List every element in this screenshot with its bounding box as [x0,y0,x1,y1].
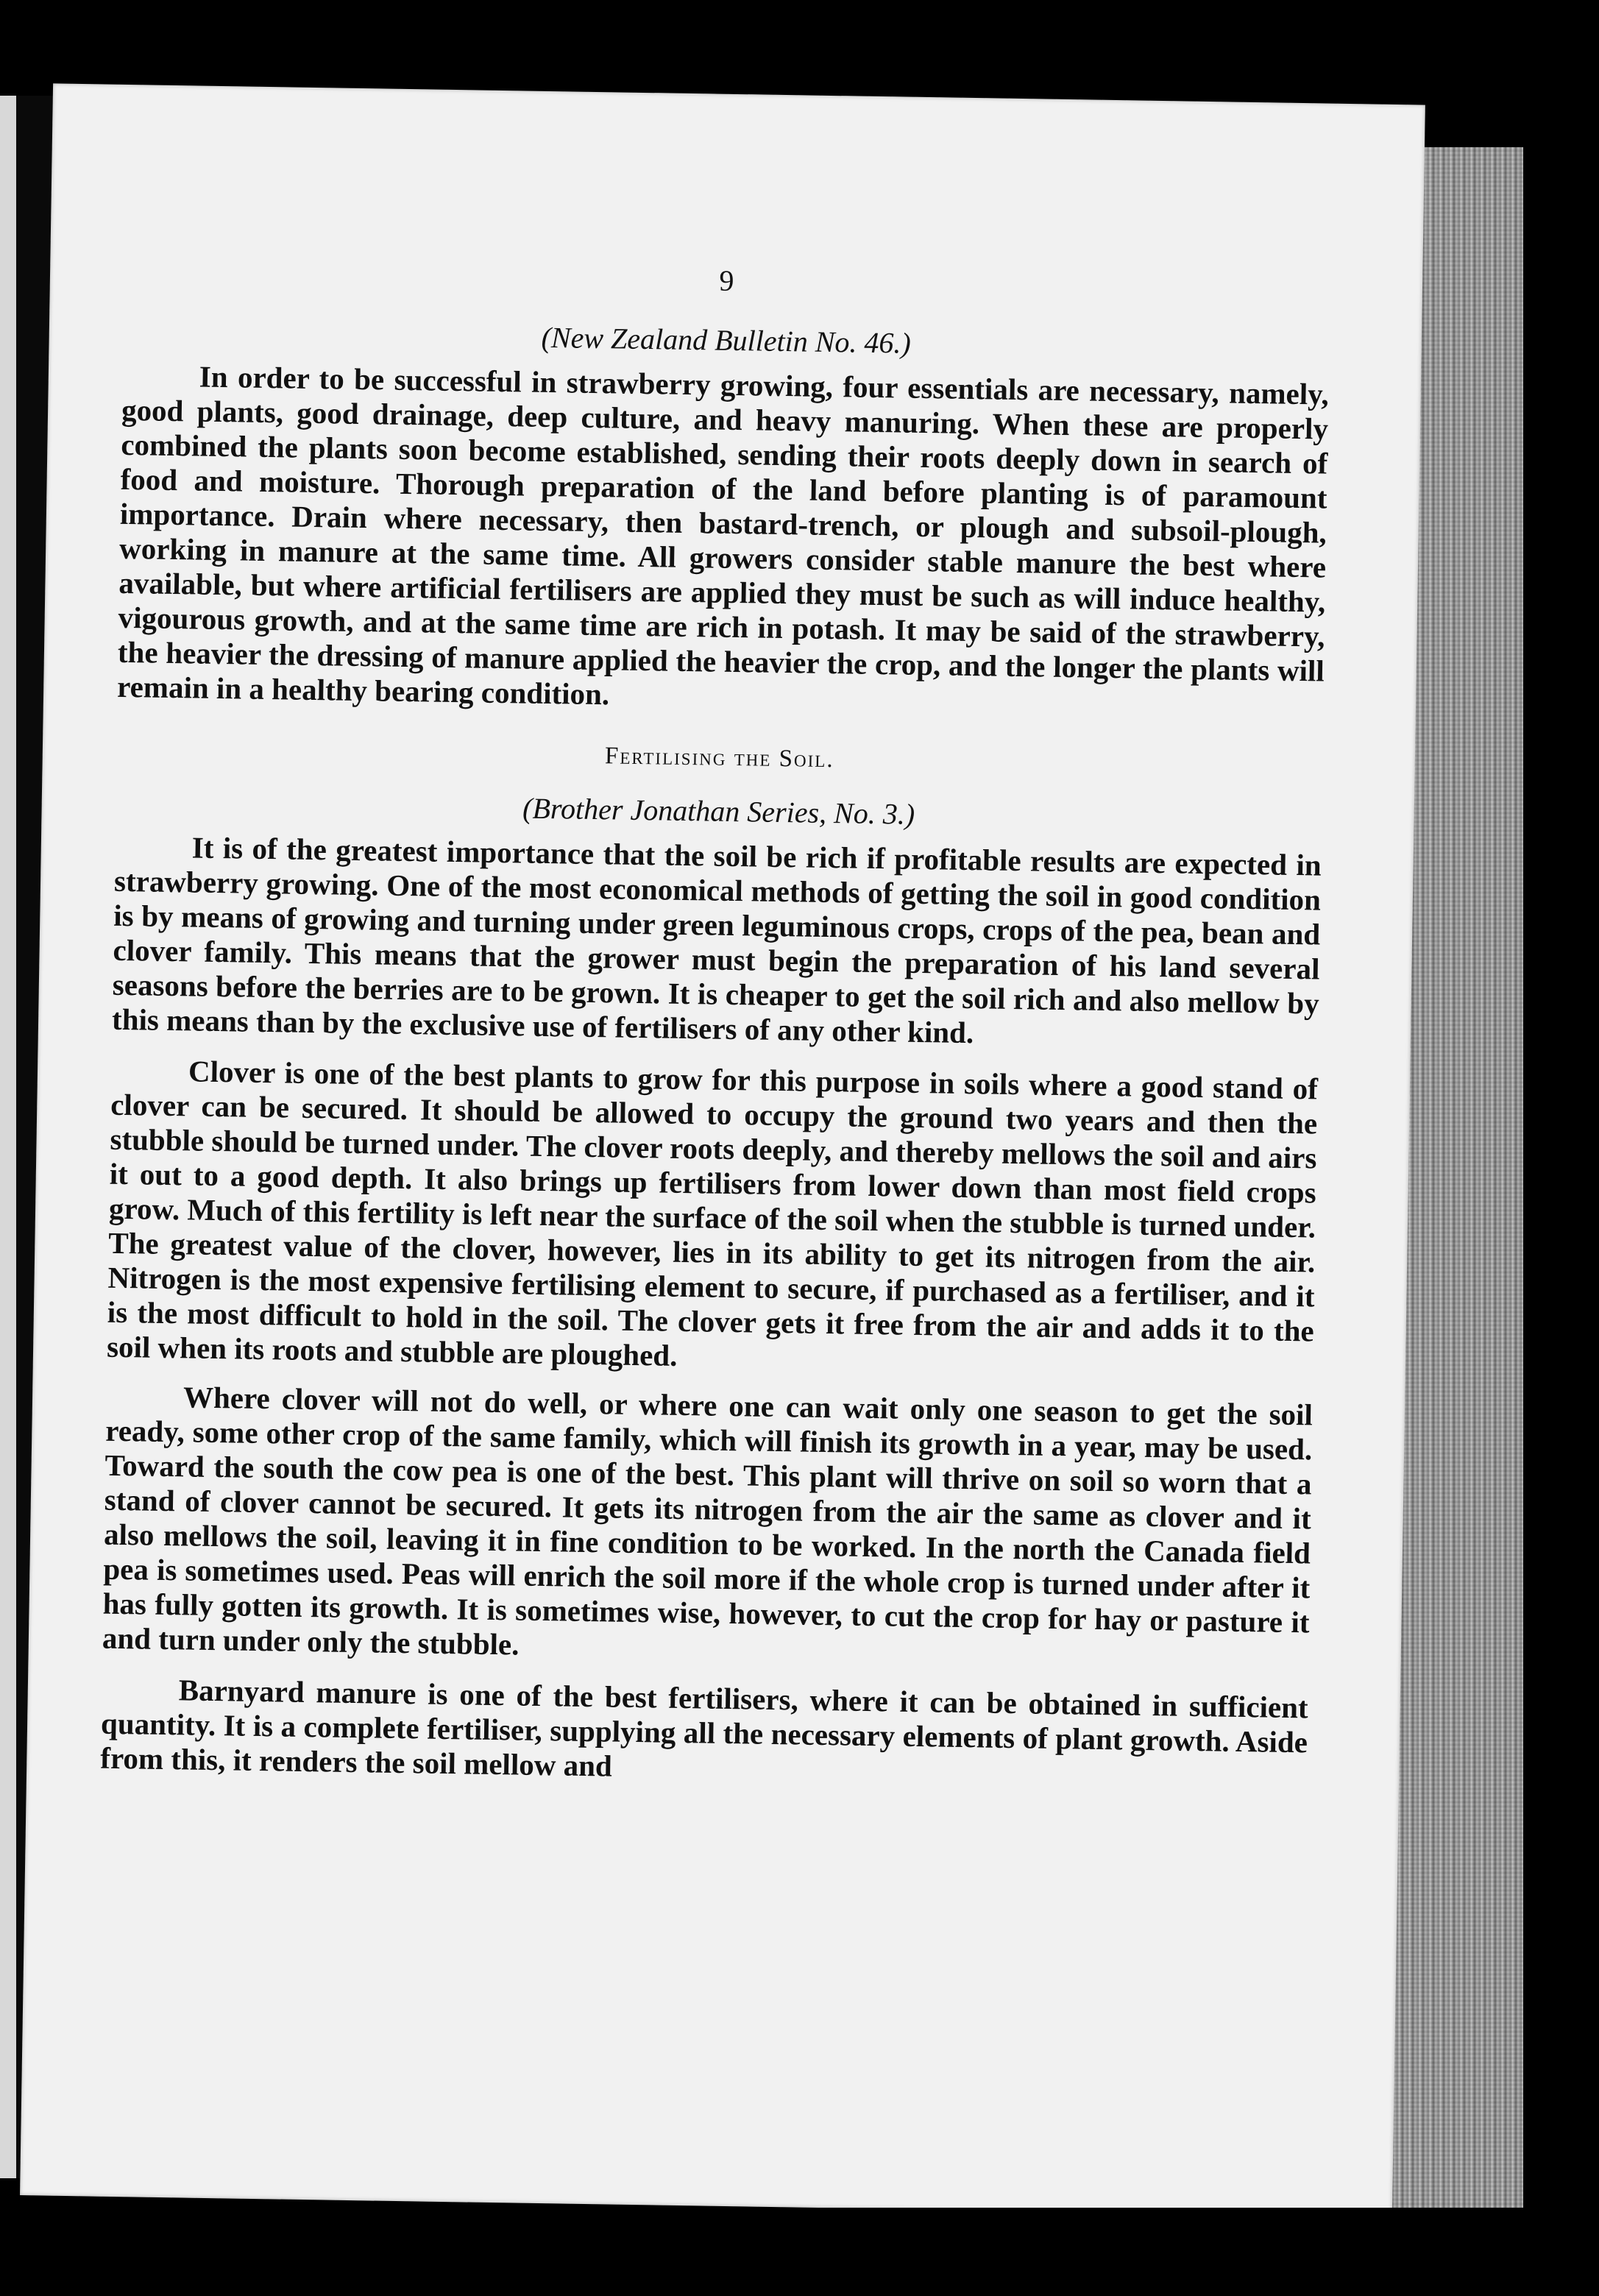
left-page-edge [0,96,16,2178]
section-heading: Fertilising the Soil. [604,743,834,773]
paragraph-2: It is of the greatest importance that the soil be rich if profitable results are expected in strawberry growing. One of the most economical methods of getting the soil in good condition is by means of growing and turning under green leguminous crops, crops of the pea, bean and clover family. This means that the grower must begin the preparation of his land several seasons before the berries are to be grown. It is cheaper to get the soil rich and also mellow by this means than by the exclusive use of fertilisers of any other kind. [111,830,1322,1050]
source-citation-1: (New Zealand Bulletin No. 46.) [541,320,912,360]
page-number: 9 [719,263,735,297]
paragraph-3: Clover is one of the best plants to grow for this purpose in soils where a good stand of clover can be secured. It should be allowed to occupy the ground two years and then the stubble should be turned under. The clover roots deeply, and thereby mellows the soil and airs it out to a good depth. It also brings up fertilisers from lower down than most field crops grow. Much of this fertility is left near the surface of the soil when the stubble is turned under. The greatest value of the clover, however, lies in its ability to get its nitrogen from the air. Nitrogen is the most expensive fertilising element to secure, if purchased as a fertiliser, and it is the most difficult to hold in the soil. The clover gets it free from the air and adds it to the soil when its roots and stubble are ploughed. [106,1054,1319,1372]
source-citation-2: (Brother Jonathan Series, No. 3.) [522,791,915,831]
book-page [20,83,1425,2217]
paragraph-1: In order to be successful in strawberry growing, four essentials are necessary, namely, good plants, good drainage, deep culture, and heavy manuring. When these are properly combined the plants soon become established, sending their roots deeply down in search of food and moisture. Thorough preparation of the land before planting is of paramount importance. Drain where necessary, then bastard-trench, or plough and subsoil-plough, working in manure at the same time. All growers consider stable manure the best where available, but where artificial fertilisers are applied they must be such as will induce healthy, vigourous growth, and at the same time are rich in potash. It may be said of the strawberry, the heavier the dressing of manure applied the heavier the crop, and the longer the plants will remain in a healthy bearing condition. [116,359,1330,712]
page-content [100,254,1331,1811]
scan-bottom-border [0,2208,1599,2296]
paragraph-4: Where clover will not do well, or where one can wait only one season to get the soil ready, some other crop of the same family, which will finish its growth in a year, may be used. Toward the south the cow pea is one of the best. This plant will thrive on soil so worn that a stand of clover cannot be secured. It gets its nitrogen from the air the same as clover and it also mellows the soil, leaving it in fine condition to be worked. In the north the Canada field pea is sometimes used. Peas will enrich the soil more if the whole crop is turned under after it has fully gotten its growth. It is sometimes wise, however, to cut the crop for hay or pasture it and turn under only the stubble. [102,1380,1313,1662]
paragraph-5: Barnyard manure is one of the best fertilisers, where it can be obtained in sufficient quantity. It is a complete fertiliser, supplying all the necessary elements of plant growth. Aside from this, it renders the soil mellow and [100,1673,1309,1783]
